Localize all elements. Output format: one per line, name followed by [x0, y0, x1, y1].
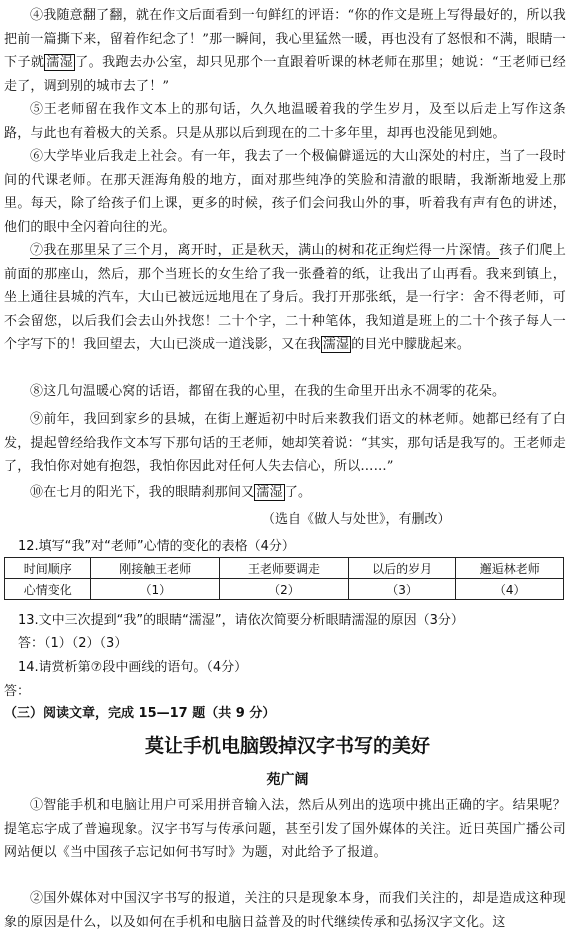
- table-cell[interactable]: （4）: [456, 579, 564, 600]
- paragraph-7: [4, 239, 566, 357]
- paragraph-6: ⑥大学毕业后我走上社会。有一年，我去了一个极偏僻遥远的大山深处的村庄，当了一段时间的代课老师。在那天涯海角般的地方，面对那些纯净的笑脸和清澈的眼睛，我渐渐地爱上那里。每天，除了给孩子们上课，更多的时候，孩子们会问我山外的事，听着我有声有色的讲述，他们的眼中全闪着向往的光。: [4, 149, 566, 235]
- paragraph-4: [4, 4, 566, 98]
- table-header-cell: 王老师要调走: [220, 558, 349, 579]
- p10-boxed-word: 濡湿: [256, 485, 283, 500]
- article-author: 苑广阔: [266, 772, 309, 788]
- table-cell[interactable]: （3）: [348, 579, 456, 600]
- table-header-row: [5, 558, 564, 579]
- paragraph-9: ⑨前年，我回到家乡的县城，在街上邂逅初中时后来教我们语文的林老师。她都已经有了白发，提起曾经给我作文本写下那句话的王老师，她却笑着说：“其实，那句话是我写的。王老师走了，我怕你对她有抱怨，我怕你因此对任何人失去信心，所以……”: [4, 412, 566, 474]
- p7-underlined-sentence: ⑦我在那里呆了三个月，离开时，正是秋天，满山的树和花正绚烂得一片深情。: [30, 243, 500, 258]
- table-header-cell: 时间顺序: [5, 558, 91, 579]
- paragraph-10: [4, 481, 566, 505]
- table-row: [5, 579, 564, 600]
- question-14: 14.请赏析第⑦段中画线的语句。（4分）: [18, 660, 248, 675]
- section-3-heading: （三）阅读文章，完成 15—17 题（共 9 分）: [4, 706, 276, 721]
- paragraph-5: ⑤王老师留在我作文本上的那句话，久久地温暖着我的学生岁月，及至以后走上写作这条路，与此也有着极大的关系。只是从那以后到现在的二十多年里，却再也没能见到她。: [4, 102, 566, 141]
- p7-text-a: 孩子们爬上前面的那座山，然后，那个当班长的女生给了我一张叠着的纸，让我出了山再看。我来到镇上，坐上通往县城的汽车，大山已被远远地甩在了身后。我打开那张纸，是一行字：舍不得老师，可不会留您，以后我们会去山外找您！二十个字，二十种笔体，我知道是班上的二十个孩子每人一个字写下的！我回望去，大山已淡成一道浅影，又在我: [4, 243, 566, 352]
- table-cell: 心情变化: [5, 579, 91, 600]
- question-12: 12.填写“我”对“老师”心情的变化的表格（4分）: [18, 539, 295, 554]
- table-header-cell: 邂逅林老师: [456, 558, 564, 579]
- question-14-answer[interactable]: 答：: [4, 684, 31, 699]
- question-13-answer[interactable]: 答：（1）（2）（3）: [18, 636, 128, 651]
- passage-source: （选自《做人与处世》，有删改）: [262, 512, 451, 527]
- paragraph-8: ⑧这几句温暖心窝的话语，都留在我的心里，在我的生命里开出永不凋零的花朵。: [30, 384, 506, 399]
- article-title: 莫让手机电脑毁掉汉字书写的美好: [144, 735, 430, 757]
- table-cell[interactable]: （1）: [91, 579, 220, 600]
- p4-text-b: 了。我跑去办公室，却只见那个一直跟着听课的林老师在那里；她说：“王老师已经走了，调到别的城市去了！”: [4, 55, 566, 94]
- p4-text-a: ④我随意翻了翻，就在作文后面看到一句鲜红的评语：“你的作文是班上写得最好的，所以我把前一篇撕下来，留着作纪念了！”那一瞬间，我心里猛然一暖，再也没有了怒恨和不满，眼睛一下子就: [4, 8, 566, 70]
- p10-text-a: ⑩在七月的阳光下，我的眼睛刹那间又: [30, 485, 255, 500]
- table-cell[interactable]: （2）: [220, 579, 349, 600]
- p10-text-b: 了。: [284, 485, 312, 500]
- mood-change-table: [4, 557, 564, 600]
- table-header-cell: 刚接触王老师: [91, 558, 220, 579]
- question-13: 13.文中三次提到“我”的眼睛“濡湿”，请依次简要分析眼睛濡湿的原因（3分）: [18, 613, 464, 628]
- p4-boxed-word: 濡湿: [46, 55, 74, 70]
- table-header-cell: 以后的岁月: [348, 558, 456, 579]
- article-paragraph-1: ①智能手机和电脑让用户可采用拼音输入法，然后从列出的选项中挑出正确的字。结果呢？提笔忘字成了普遍现象。汉字书写与传承问题，甚至引发了国外媒体的关注。近日英国广播公司网站便以《当中国孩子忘记如何书写时》为题，对此给予了报道。: [4, 798, 566, 860]
- article-paragraph-2: ②国外媒体对中国汉字书写的报道，关注的只是现象本身，而我们关注的，却是造成这种现象的原因是什么，以及如何在手机和电脑日益普及的时代继续传承和弘扬汉字文化。这: [4, 891, 566, 930]
- p7-boxed-word: 濡湿: [322, 337, 350, 352]
- p7-text-b: 的目光中朦胧起来。: [351, 337, 471, 352]
